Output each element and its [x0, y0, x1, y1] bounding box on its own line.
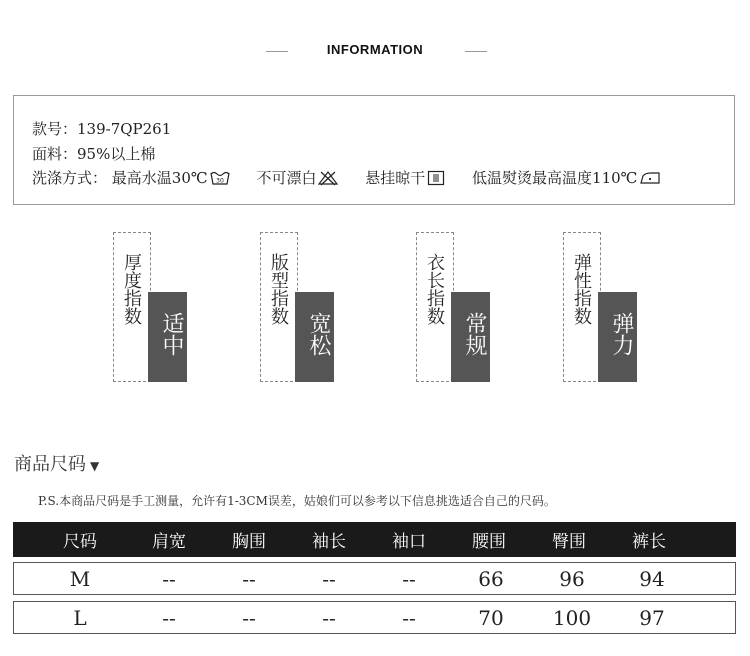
table-cell: -- [242, 566, 256, 591]
caret-down-icon: ▼ [90, 459, 100, 473]
table-row [13, 562, 736, 595]
index-value-box [148, 292, 187, 382]
table-header-cell: 肩宽 [152, 532, 186, 552]
index-length [416, 232, 491, 384]
table-header-cell: 尺码 [63, 532, 97, 552]
care-text: 不可漂白 [256, 169, 317, 187]
index-value-box [295, 292, 334, 382]
care-text: 低温熨烫最高温度110℃ [472, 169, 638, 187]
table-cell: 96 [559, 566, 585, 591]
page-title: INFORMATION [326, 42, 424, 57]
table-cell: -- [322, 605, 336, 630]
care-item [365, 167, 445, 188]
index-value-box [451, 292, 490, 382]
care-text: 悬挂晾干 [365, 169, 426, 187]
index-label-box [113, 232, 151, 382]
care-item [112, 167, 230, 188]
wash-instructions [32, 167, 683, 188]
table-header-cell: 袖长 [312, 532, 346, 552]
size-section-label: 商品尺码 [14, 454, 86, 475]
hang-dry-icon [427, 170, 445, 186]
header-right-rule [465, 51, 487, 52]
fabric-info: 面料：95%以上棉 [32, 145, 156, 163]
index-label-box [416, 232, 454, 382]
index-value-box [598, 292, 637, 382]
index-label: 厚度指数 [121, 253, 142, 325]
index-thickness [113, 232, 188, 384]
care-text: 最高水温30℃ [111, 169, 208, 187]
index-elasticity [563, 232, 638, 384]
table-header-cell: 臀围 [552, 532, 586, 552]
wash-30-icon [210, 170, 230, 186]
svg-text:30: 30 [215, 177, 224, 184]
index-label-box [563, 232, 601, 382]
wash-label: 洗涤方式： [32, 169, 108, 187]
no-bleach-icon [318, 170, 338, 186]
index-fit [260, 232, 335, 384]
index-label: 版型指数 [268, 253, 289, 325]
table-cell: 97 [639, 605, 665, 630]
table-cell: 100 [552, 605, 592, 630]
table-cell: -- [162, 605, 176, 630]
index-value: 常规 [462, 312, 487, 356]
table-header-row [13, 522, 736, 557]
table-cell: -- [402, 566, 416, 591]
index-label-box [260, 232, 298, 382]
table-cell: -- [402, 605, 416, 630]
size-note: P.S.本商品尺码是手工测量，允许有1-3CM误差，姑娘们可以参考以下信息挑选适合自己的尺码。 [38, 494, 556, 508]
table-cell: -- [322, 566, 336, 591]
style-number: 款号：139-7QP261 [32, 120, 172, 138]
size-section-title[interactable] [14, 450, 99, 476]
table-cell: -- [162, 566, 176, 591]
table-header-cell: 裤长 [632, 532, 666, 552]
product-info-box [13, 95, 735, 205]
index-value: 弹力 [609, 312, 634, 356]
section-header [0, 42, 750, 62]
table-cell: 66 [478, 566, 504, 591]
table-cell: 94 [639, 566, 665, 591]
table-cell: L [73, 605, 87, 630]
table-row [13, 601, 736, 634]
table-header-cell: 腰围 [472, 532, 506, 552]
table-header-cell: 袖口 [392, 532, 426, 552]
care-item [256, 167, 338, 188]
care-item [472, 167, 661, 188]
iron-low-icon [639, 170, 661, 186]
index-label: 弹性指数 [571, 253, 592, 325]
index-value: 适中 [159, 312, 184, 356]
table-cell: M [69, 566, 91, 591]
table-header-cell: 胸围 [232, 532, 266, 552]
table-cell: -- [242, 605, 256, 630]
index-label: 衣长指数 [424, 253, 445, 325]
table-cell: 70 [478, 605, 504, 630]
index-value: 宽松 [306, 312, 331, 356]
